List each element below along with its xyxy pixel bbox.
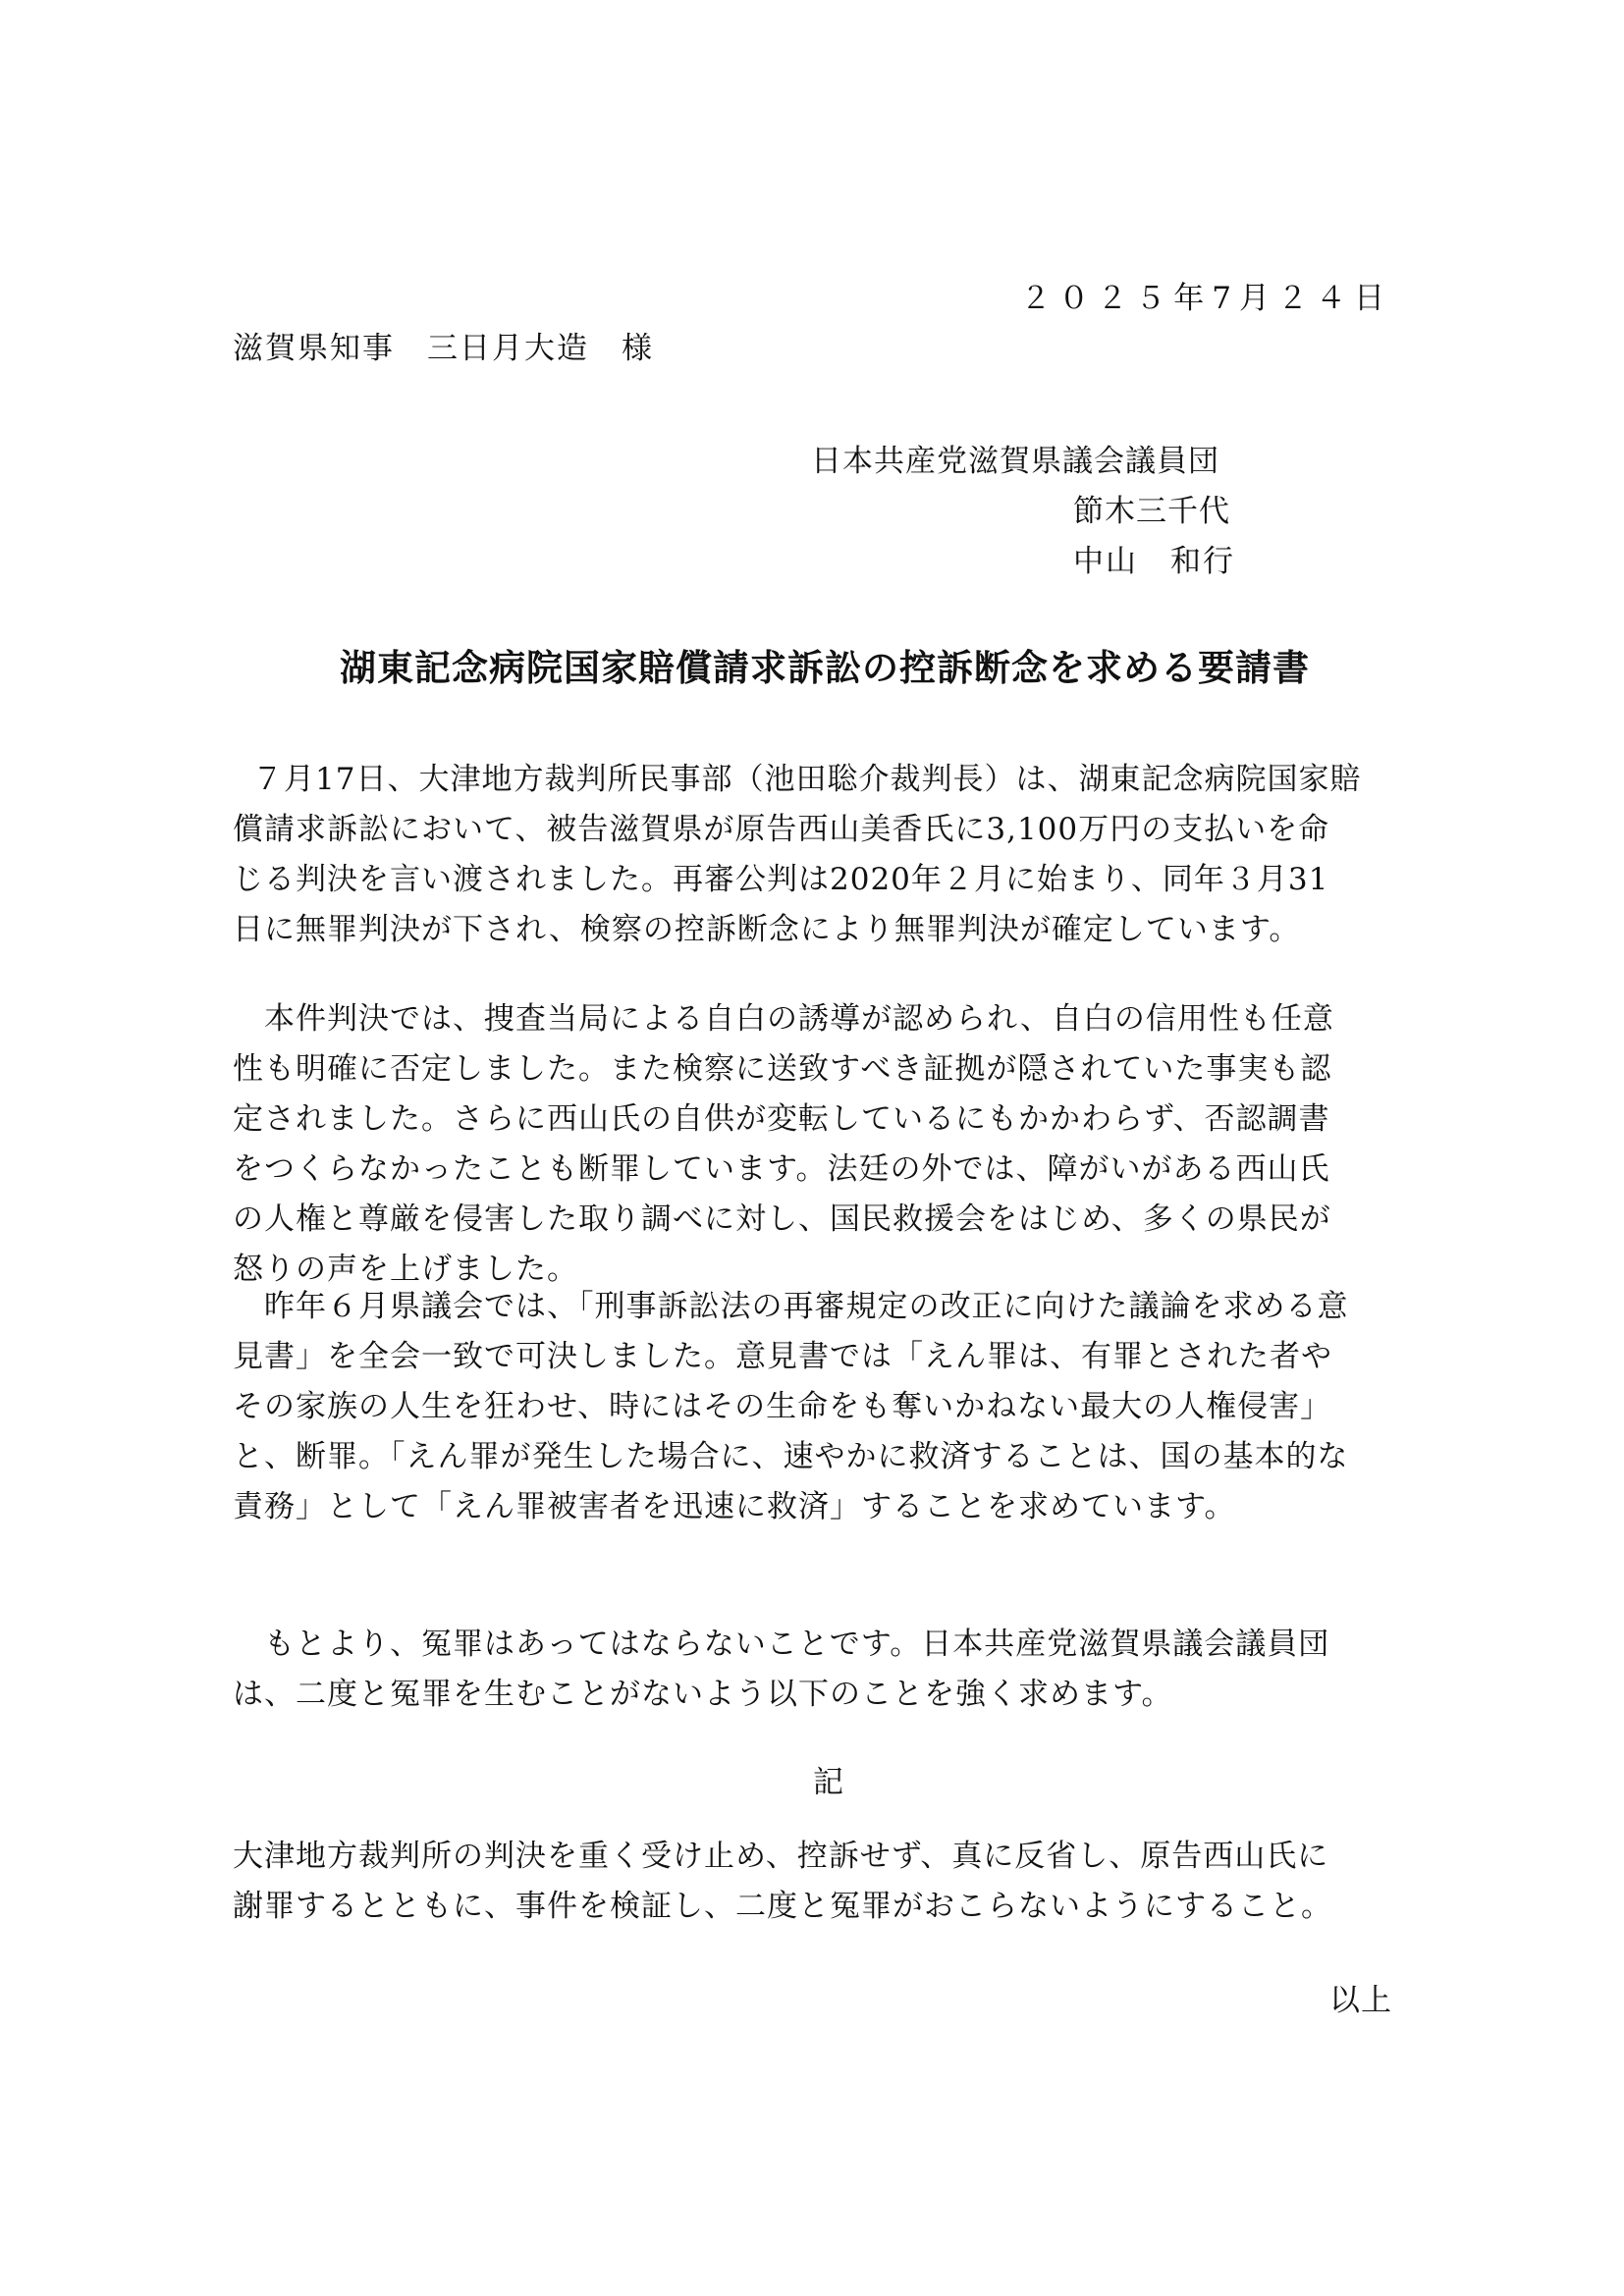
paragraph-line: をつくらなかったことも断罪しています。法廷の外では、障がいがある西山氏 xyxy=(233,1151,1330,1187)
request-line: 大津地方裁判所の判決を重く受け止め、控訴せず、真に反省し、原告西山氏に xyxy=(233,1839,1329,1874)
closing-mark: 以上 xyxy=(1329,1983,1392,2018)
paragraph-line: 見書」を全会一致で可決しました。意見書では「えん罪は、有罪とされた者や xyxy=(233,1339,1332,1374)
paragraph-line: は、二度と冤罪を生むことがないよう以下のことを強く求めます。 xyxy=(233,1677,1173,1712)
paragraph-line: 昨年６月県議会では、「刑事訴訟法の再審規定の改正に向けた議論を求める意 xyxy=(264,1289,1349,1324)
paragraph-line: 怒りの声を上げました。 xyxy=(233,1252,578,1287)
paragraph-line: もとより、冤罪はあってはならないことです。日本共産党滋賀県議会議員団 xyxy=(264,1627,1330,1662)
paragraph-line: その家族の人生を狂わせ、時にはその生命をも奪いかねない最大の人権侵害」 xyxy=(233,1389,1332,1424)
addressee: 滋賀県知事 三日月大造 様 xyxy=(233,331,654,366)
request-paragraph xyxy=(233,1832,1411,1932)
paragraph-line: ７月17日、大津地方裁判所民事部（池田聡介裁判長）は、湖東記念病院国家賠 xyxy=(252,762,1362,797)
paragraph-line: 責務」として「えん罪被害者を迅速に救済」することを求めています。 xyxy=(233,1489,1236,1524)
paragraph-line: 性も明確に否定しました。また検察に送致すべき証拠が隠されていた事実も認 xyxy=(233,1051,1332,1087)
request-line: 謝罪するとともに、事件を検証し、二度と冤罪がおこらないようにすること。 xyxy=(233,1889,1332,1924)
body-paragraph xyxy=(233,755,1411,955)
sender-member: 節木三千代 xyxy=(1073,494,1230,529)
paragraph-line: の人権と尊厳を侵害した取り調べに対し、国民救援会をはじめ、多くの県民が xyxy=(233,1201,1331,1237)
body-paragraph xyxy=(233,1620,1411,1720)
body-paragraph xyxy=(233,1282,1411,1532)
document-date: ２０２５年7月２４日 xyxy=(1020,281,1392,316)
paragraph-line: 本件判決では、捜査当局による自白の誘導が認められ、自白の信用性も任意 xyxy=(264,1001,1334,1037)
sender-member: 中山 和行 xyxy=(1073,544,1235,579)
paragraph-line: じる判決を言い渡されました。再審公判は2020年２月に始まり、同年３月31 xyxy=(233,862,1329,897)
paragraph-line: と、断罪。「えん罪が発生した場合に、速やかに救済することは、国の基本的な xyxy=(233,1439,1349,1474)
body-paragraph xyxy=(233,994,1411,1295)
paragraph-line: 定されました。さらに西山氏の自供が変転しているにもかかわらず、否認調書 xyxy=(233,1101,1330,1137)
paragraph-line: 償請求訴訟において、被告滋賀県が原告西山美香氏に3,100万円の支払いを命 xyxy=(233,812,1330,847)
document-title: 湖東記念病院国家賠償請求訴訟の控訴断念を求める要請書 xyxy=(340,647,1310,689)
sender-organization: 日本共産党滋賀県議会議員団 xyxy=(811,444,1219,479)
ki-marker: 記 xyxy=(813,1765,844,1800)
paragraph-line: 日に無罪判決が下され、検察の控訴断念により無罪判決が確定しています。 xyxy=(233,912,1301,947)
